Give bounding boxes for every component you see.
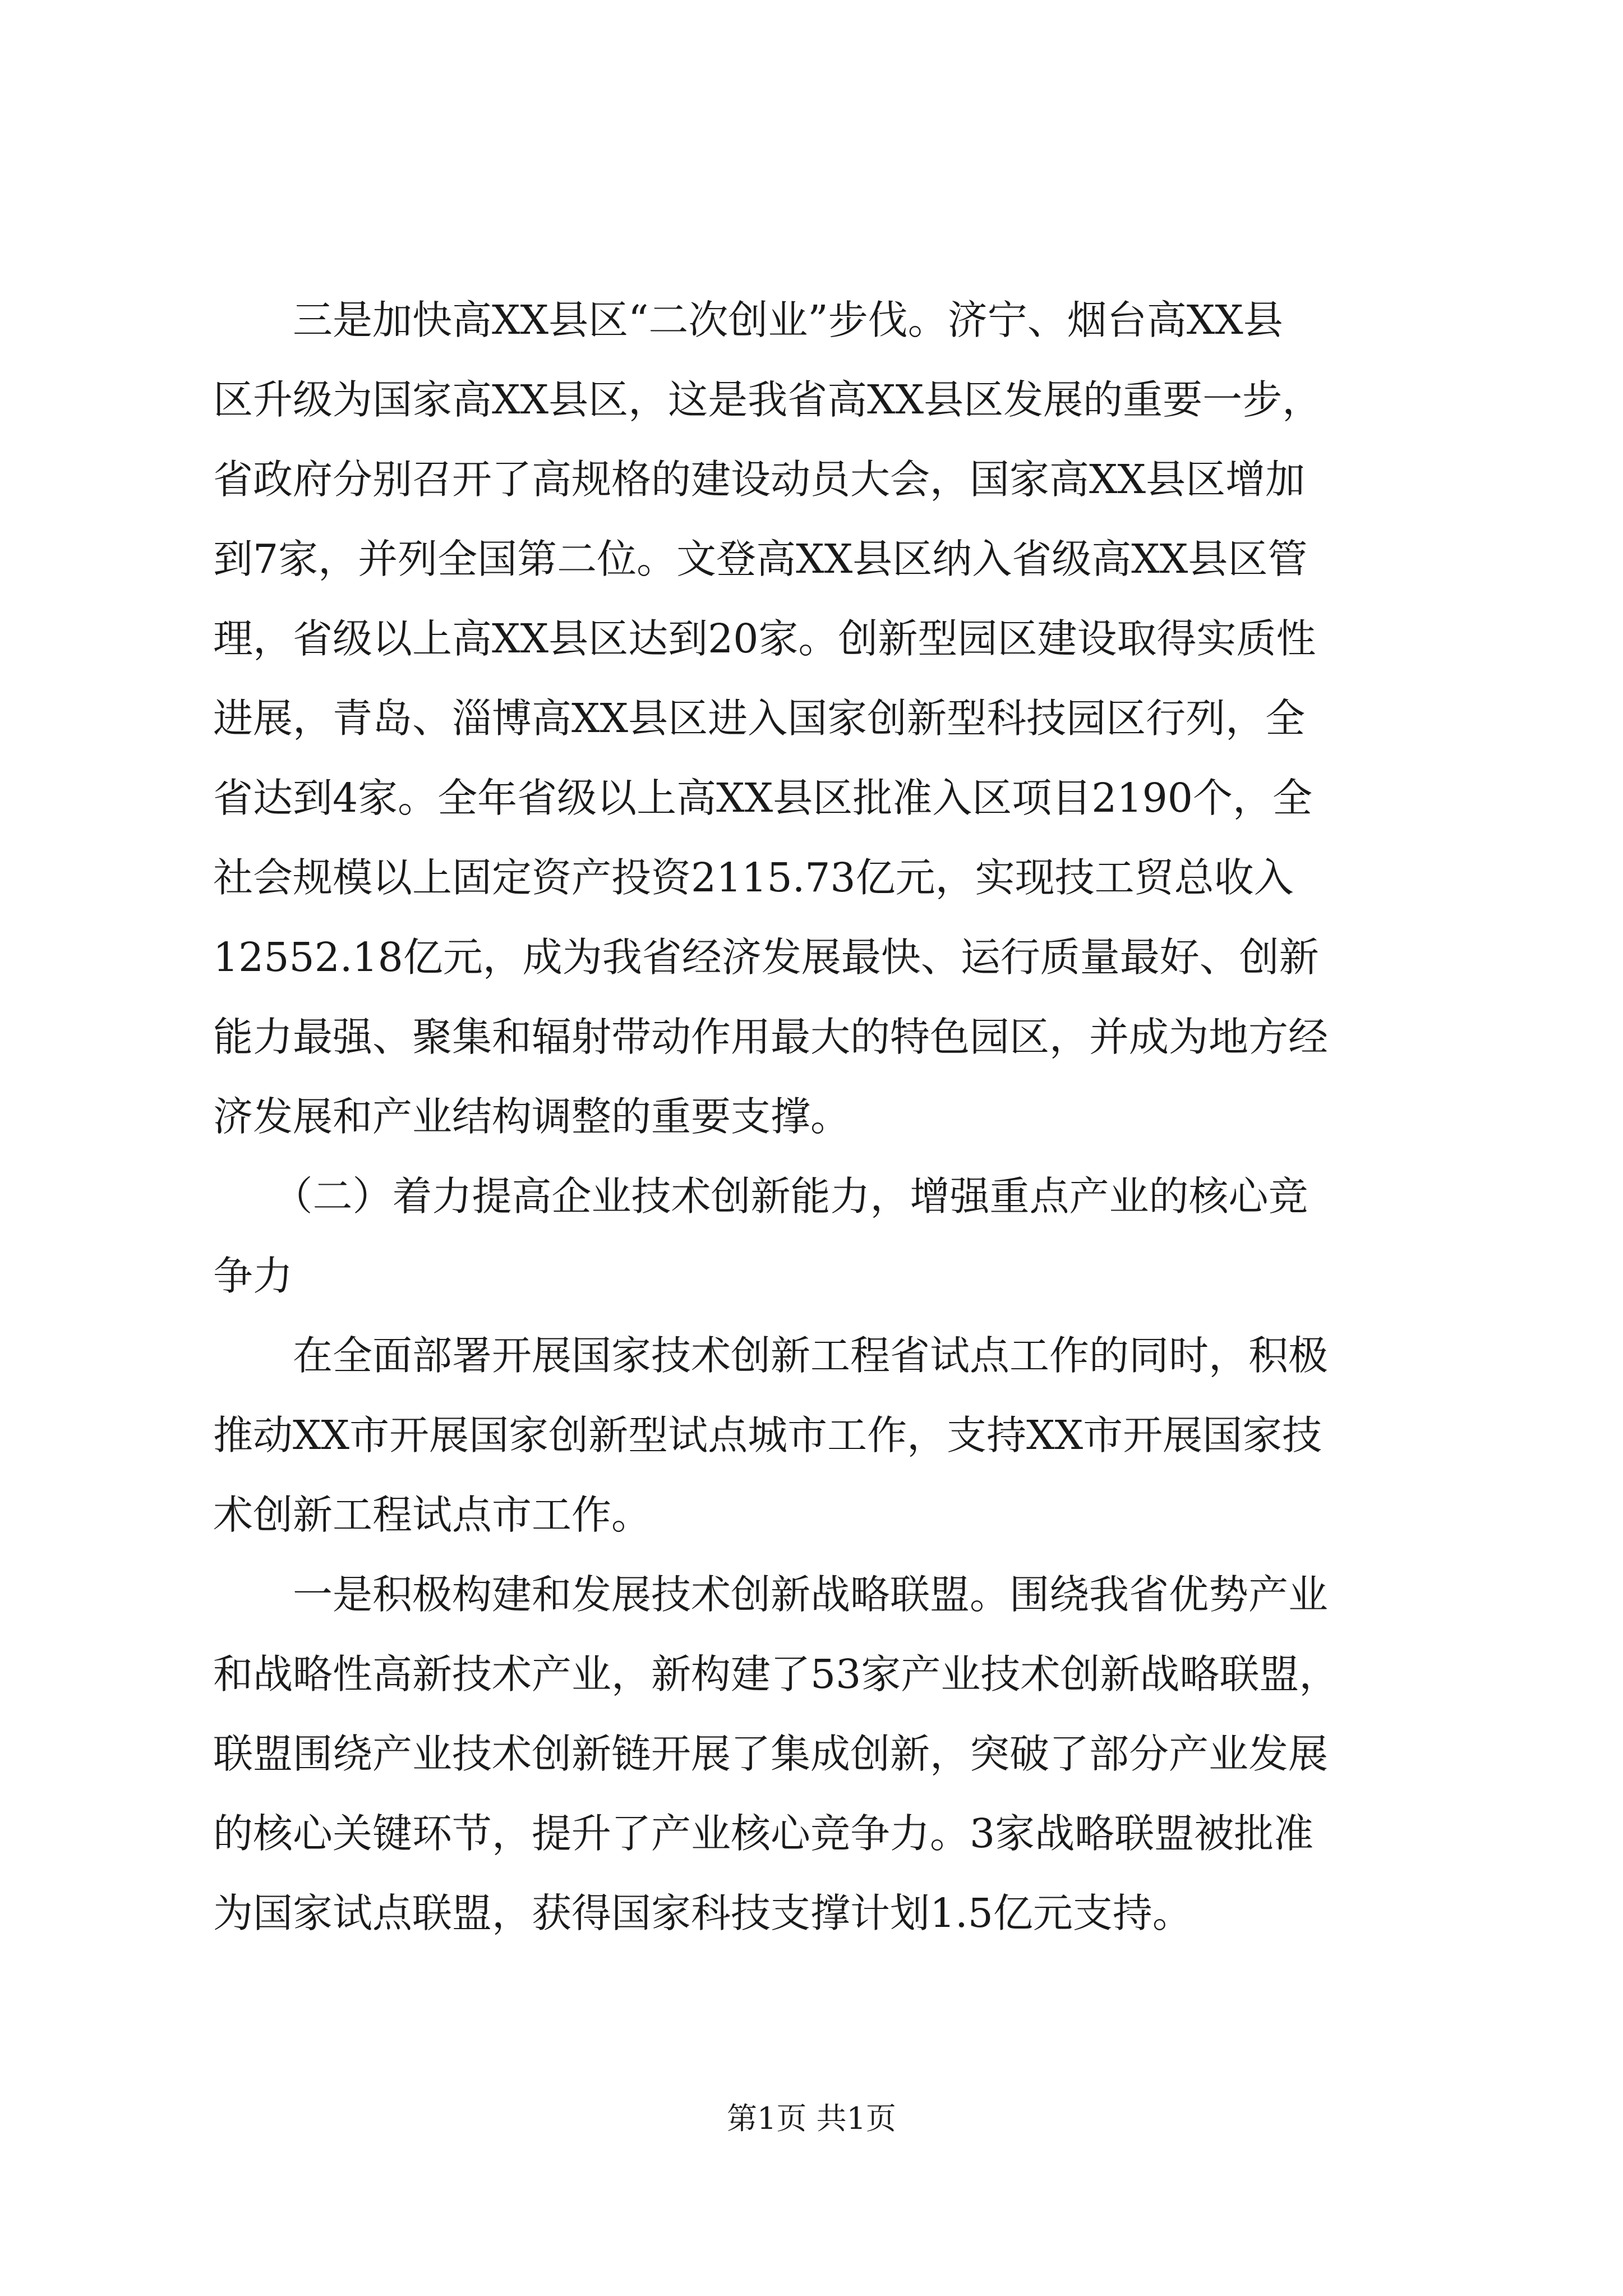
text-line: 联盟围绕产业技术创新链开展了集成创新，突破了部分产业发展 — [213, 1731, 1329, 1777]
text-line: 三是加快高XX县区“二次创业”步伐。济宁、烟台高XX县 — [213, 297, 1283, 343]
text-line: 省政府分别召开了高规格的建设动员大会，国家高XX县区增加 — [213, 456, 1306, 503]
text-line: 区升级为国家高XX县区，这是我省高XX县区发展的重要一步， — [213, 376, 1322, 423]
text-line: 到7家，并列全国第二位。文登高XX县区纳入省级高XX县区管 — [213, 536, 1308, 582]
text-line: 一是积极构建和发展技术创新战略联盟。围绕我省优势产业 — [213, 1571, 1329, 1618]
text-line: 术创新工程试点市工作。 — [213, 1492, 652, 1538]
text-line: 社会规模以上固定资产投资2115.73亿元，实现技工贸总收入 — [213, 854, 1294, 901]
text-line: 和战略性高新技术产业，新构建了53家产业技术创新战略联盟， — [213, 1651, 1339, 1697]
text-line: （二）着力提高企业技术创新能力，增强重点产业的核心竞 — [213, 1173, 1308, 1220]
text-line: 进展，青岛、淄博高XX县区进入国家创新型科技园区行列，全 — [213, 695, 1306, 742]
text-line: 的核心关键环节，提升了产业核心竞争力。3家战略联盟被批准 — [213, 1810, 1314, 1857]
page-number-footer: 第1页 共1页 — [727, 2101, 896, 2136]
text-line: 省达到4家。全年省级以上高XX县区批准入区项目2190个，全 — [213, 775, 1312, 821]
text-line: 12552.18亿元，成为我省经济发展最快、运行质量最好、创新 — [213, 934, 1319, 981]
text-line: 理，省级以上高XX县区达到20家。创新型园区建设取得实质性 — [213, 615, 1316, 662]
text-line: 能力最强、聚集和辐射带动作用最大的特色园区，并成为地方经 — [213, 1014, 1329, 1060]
text-line: 济发展和产业结构调整的重要支撑。 — [213, 1093, 851, 1140]
text-line: 争力 — [213, 1253, 293, 1299]
text-line: 为国家试点联盟，获得国家科技支撑计划1.5亿元支持。 — [213, 1890, 1192, 1936]
text-line: 在全面部署开展国家技术创新工程省试点工作的同时，积极 — [213, 1332, 1329, 1379]
text-line: 推动XX市开展国家创新型试点城市工作，支持XX市开展国家技 — [213, 1412, 1322, 1458]
